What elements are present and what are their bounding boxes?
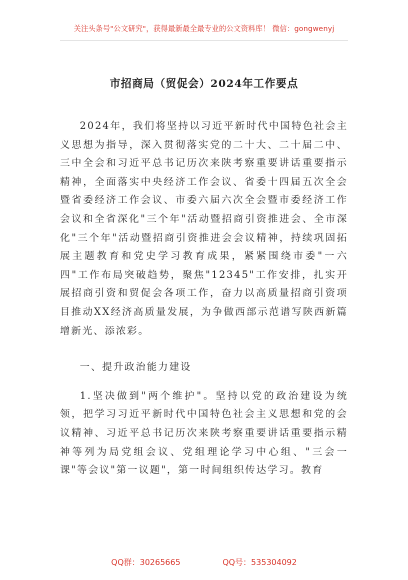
section-paragraph: 1.坚决做到"两个维护"。坚持以党的政治建设为统领，把学习习近平新时代中国特色社会主义思想和党的会议精神、习近平总书记历次来陕考察重要讲话重要指示精神等列为局党组会议、党组理论学习中心组、"三会一课"等会议"第一议题"，第一时间组织传达学习。教育 <box>60 390 348 477</box>
footer-qq-group: QQ群：30265665 <box>111 558 181 567</box>
header-promo-text: 关注头条号"公文研究"，获得最新最全最专业的公文资料库！ 微信：gongwenyj <box>73 24 335 33</box>
header-divider <box>60 40 348 41</box>
intro-paragraph: 2024年，我们将坚持以习近平新时代中国特色社会主义思想为指导，深入贯彻落实党的二十大、二十届二中、三中全会和习近平总书记历次来陕考察重要讲话重要指示精神，全面落实中央经济工作会议、省委十四届五次全会暨省委经济工作会议、市委六届六次全会暨市委经济工作会议和全省深化"三个年"活动暨招商引资推进会、全市深化"三个年"活动暨招商引资推进会会议精神，持续巩固拓展主题教育和党史学习教育成果，紧紧围绕市委"一六四"工作布局突破趋势，聚焦"12345"工作安排，扎实开展招商引资和贸促会各项工作，奋力以高质量招商引资项目推动XX经济高质量发展，为争做西部示范谱写陕西新篇增新光、添浓彩。 <box>60 121 348 337</box>
footer-qq-number: QQ号：535304092 <box>222 558 297 567</box>
section-heading: 一、提升政治能力建设 <box>79 362 192 374</box>
document-body <box>60 118 348 481</box>
footer <box>0 557 408 568</box>
document-title: 市招商局（贸促会）2024年工作要点 <box>109 78 299 90</box>
